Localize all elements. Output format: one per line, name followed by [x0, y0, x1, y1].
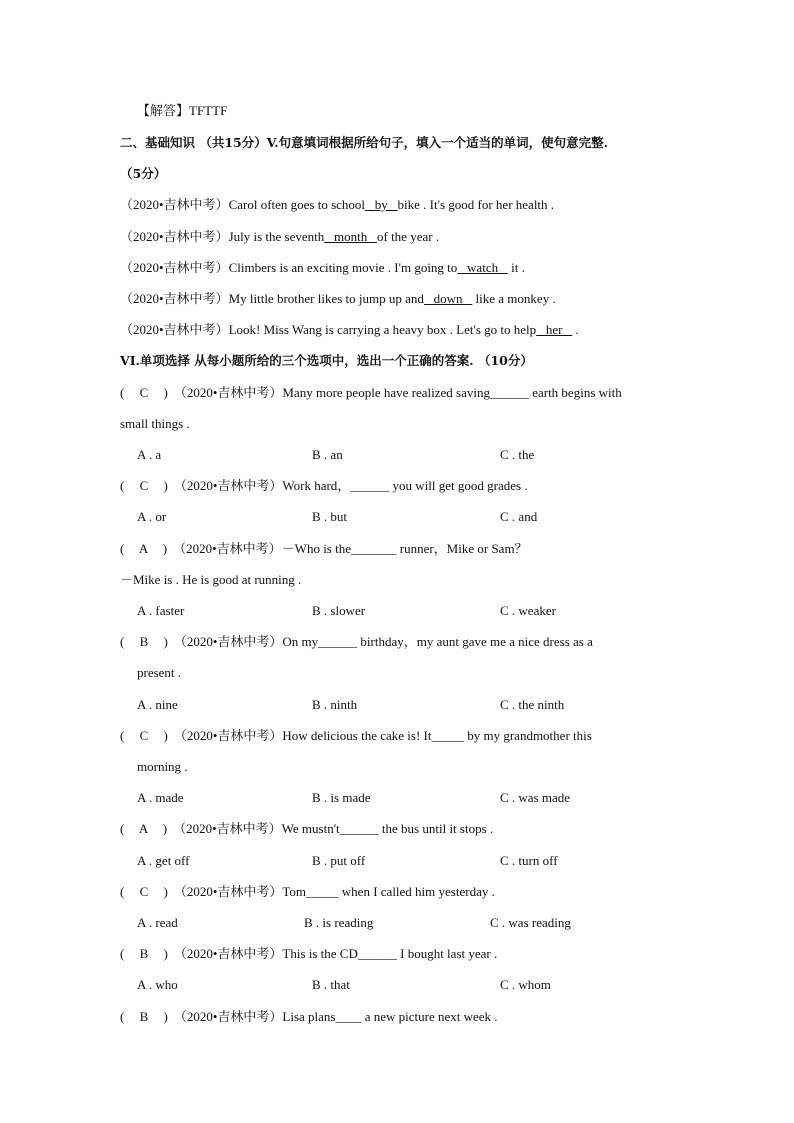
option-a: A . read: [137, 915, 178, 930]
section2-points: （5分）: [120, 166, 167, 181]
option-c: C . whom: [500, 977, 551, 992]
answer-choice: ( A ): [120, 541, 174, 556]
question-text: .: [572, 322, 579, 337]
question-text: （2020•吉林中考）On my______ birthday，my aunt gave me a nice dress as a: [173, 634, 593, 649]
question-text: （2020•吉林中考）Many more people have realized saving______ earth begins with: [173, 385, 622, 400]
answer-choice: ( A ): [120, 821, 174, 836]
question-5-cont: morning .: [137, 759, 188, 774]
answer-text: TFTTF: [189, 103, 228, 118]
answer-choice: ( C ): [120, 728, 174, 743]
question-2: [120, 477, 528, 495]
option-b: B . slower: [312, 603, 366, 618]
option-b: B . but: [312, 509, 348, 524]
answer-choice: ( C ): [120, 884, 174, 899]
fill-answer: her: [536, 322, 573, 337]
answer-label: 【解答】: [137, 103, 190, 118]
question-text: of the year .: [376, 229, 440, 244]
question-9: [120, 1008, 498, 1026]
question-4-cont: present .: [137, 665, 182, 680]
option-a: A . made: [137, 790, 184, 805]
fill-answer: watch: [457, 260, 508, 275]
option-c: C . the ninth: [500, 697, 565, 712]
option-a: A . or: [137, 509, 167, 524]
question-text: （2020•吉林中考）－Who is the_______ runner，Mike or Sam？: [173, 541, 528, 556]
question-3: [120, 540, 528, 558]
question-source: （2020•吉林中考）: [120, 322, 229, 337]
option-a: A . get off: [137, 853, 190, 868]
fill-item-5: [120, 321, 579, 339]
answer-choice: ( B ): [120, 1009, 174, 1024]
question-text: （2020•吉林中考）How delicious the cake is! It_____ by my grandmother this: [173, 728, 592, 743]
question-text: （2020•吉林中考）This is the CD______ I bought last year .: [173, 946, 498, 961]
answer-choice: ( C ): [120, 385, 174, 400]
option-b: B . is made: [312, 790, 371, 805]
question-text: it .: [507, 260, 525, 275]
question-text: like a monkey .: [472, 291, 556, 306]
question-1: [120, 384, 622, 402]
answer-choice: ( B ): [120, 946, 174, 961]
fill-answer: month: [324, 229, 377, 244]
question-source: （2020•吉林中考）: [120, 291, 229, 306]
question-1-cont: small things .: [120, 416, 190, 431]
answer-line: [137, 102, 227, 120]
question-3-cont: －Mike is . He is good at running .: [120, 572, 302, 587]
question-7: [120, 883, 495, 901]
option-c: C . the: [500, 447, 535, 462]
option-c: C . weaker: [500, 603, 556, 618]
fill-answer: down: [423, 291, 473, 306]
question-text: （2020•吉林中考）Work hard，______ you will get good grades .: [173, 478, 528, 493]
option-c: C . was reading: [490, 915, 571, 930]
question-text: （2020•吉林中考）Lisa plans____ a new picture next week .: [173, 1009, 498, 1024]
option-b: B . an: [312, 447, 343, 462]
fill-answer: by: [365, 197, 398, 212]
section2-title: 二、基础知识 （共15分）V.句意填词根据所给句子，填入一个适当的单词，使句意完整.: [120, 135, 608, 150]
question-text: My little brother likes to jump up and: [228, 291, 424, 306]
option-c: C . was made: [500, 790, 571, 805]
question-6: [120, 820, 493, 838]
fill-item-2: [120, 228, 439, 246]
option-a: A . faster: [137, 603, 185, 618]
option-a: A . who: [137, 977, 178, 992]
question-text: （2020•吉林中考）We mustn't______ the bus until it stops .: [173, 821, 494, 836]
fill-item-4: [120, 290, 556, 308]
question-text: （2020•吉林中考）Tom_____ when I called him yesterday .: [173, 884, 495, 899]
question-source: （2020•吉林中考）: [120, 229, 229, 244]
answer-choice: ( B ): [120, 634, 174, 649]
option-b: B . that: [312, 977, 350, 992]
fill-item-1: [120, 196, 554, 214]
fill-item-3: [120, 259, 525, 277]
question-4: [120, 633, 593, 651]
question-text: Look! Miss Wang is carrying a heavy box . Let's go to help: [228, 322, 537, 337]
question-text: July is the seventh: [228, 229, 325, 244]
option-b: B . put off: [312, 853, 366, 868]
option-c: C . turn off: [500, 853, 558, 868]
question-text: Climbers is an exciting movie . I'm going to: [228, 260, 458, 275]
section6-title: VI.单项选择 从每小题所给的三个选项中，选出一个正确的答案. （10分）: [120, 353, 533, 368]
option-b: B . is reading: [304, 915, 374, 930]
question-source: （2020•吉林中考）: [120, 197, 229, 212]
option-a: A . a: [137, 447, 162, 462]
answer-choice: ( C ): [120, 478, 174, 493]
question-8: [120, 945, 497, 963]
question-source: （2020•吉林中考）: [120, 260, 229, 275]
option-a: A . nine: [137, 697, 178, 712]
question-text: Carol often goes to school: [228, 197, 366, 212]
option-c: C . and: [500, 509, 538, 524]
question-text: bike . It's good for her health .: [397, 197, 555, 212]
question-5: [120, 727, 592, 745]
option-b: B . ninth: [312, 697, 358, 712]
